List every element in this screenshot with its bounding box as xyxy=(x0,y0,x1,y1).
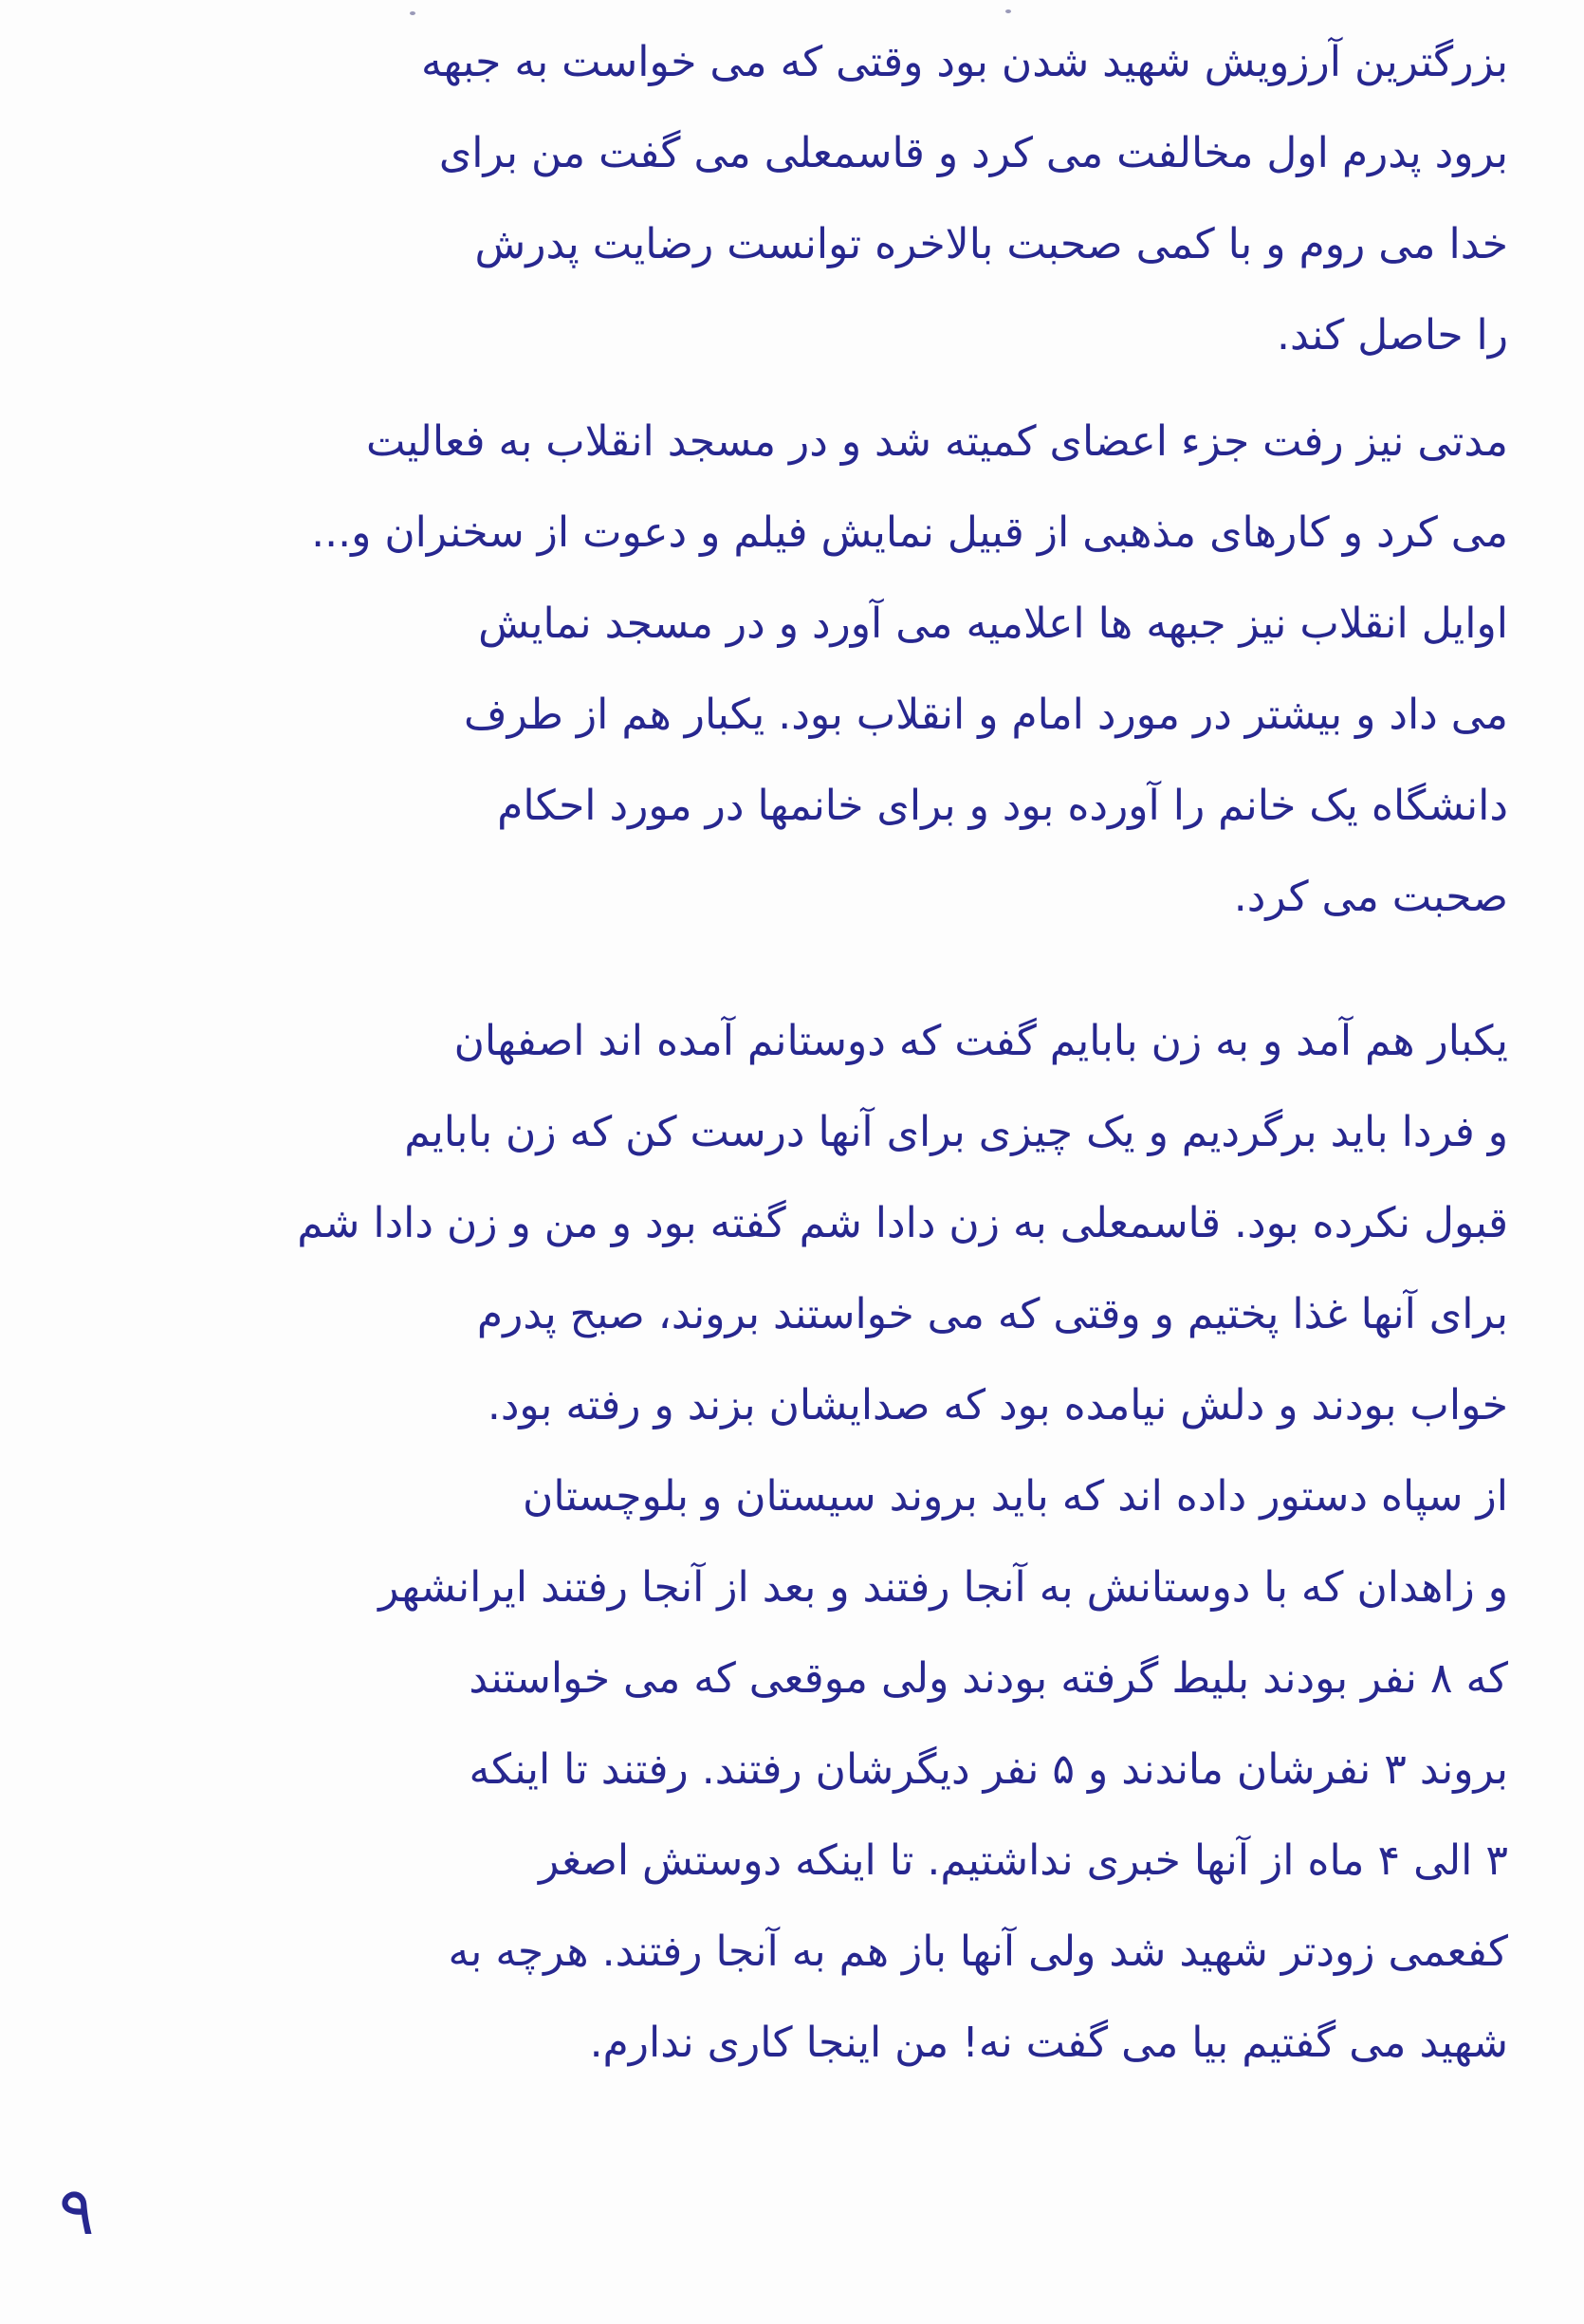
text-line: و زاهدان که با دوستانش به آنجا رفتند و بعد از آنجا رفتند ایرانشهر xyxy=(378,1563,1508,1612)
ink-speck xyxy=(1005,9,1011,13)
text-line: که ۸ نفر بودند بلیط گرفته بودند ولی موقعی که می خواستند xyxy=(469,1654,1508,1703)
paragraph-1 xyxy=(19,17,1508,381)
text-line: و فردا باید برگردیم و یک چیزی برای آنها درست کن که زن بابایم xyxy=(404,1108,1508,1156)
text-line: را حاصل کند. xyxy=(1276,311,1508,360)
ink-speck xyxy=(410,11,415,15)
text-line: از سپاه دستور داده اند که باید بروند سیستان و بلوچستان xyxy=(523,1472,1508,1521)
text-line: برای آنها غذا پختیم و وقتی که می خواستند بروند، صبح پدرم xyxy=(476,1290,1508,1338)
text-line: دانشگاه یک خانم را آورده بود و برای خانمها در مورد احکام xyxy=(497,782,1508,830)
page-number: ۹ xyxy=(59,2172,95,2250)
paragraph-2 xyxy=(19,397,1508,943)
text-line: صحبت می کرد. xyxy=(1233,873,1508,921)
text-line: شهید می گفتیم بیا می گفت نه! من اینجا کاری ندارم. xyxy=(589,2019,1508,2067)
text-line: بروند ۳ نفرشان ماندند و ۵ نفر دیگرشان رفتند. رفتند تا اینکه xyxy=(469,1745,1508,1794)
text-line: خواب بودند و دلش نیامده بود که صدایشان بزند و رفته بود. xyxy=(487,1381,1508,1429)
text-line: می داد و بیشتر در مورد امام و انقلاب بود. یکبار هم از طرف xyxy=(463,691,1508,739)
text-line: برود پدرم اول مخالفت می کرد و قاسمعلی می گفت من برای xyxy=(438,129,1508,177)
text-line: مدتی نیز رفت جزء اعضای کمیته شد و در مسجد انقلاب به فعالیت xyxy=(365,417,1508,466)
text-line: اوایل انقلاب نیز جبهه ها اعلامیه می آورد و در مسجد نمایش xyxy=(478,599,1508,648)
text-line: بزرگترین آرزویش شهید شدن بود وقتی که می خواست به جبهه xyxy=(421,38,1508,86)
text-line: یکبار هم آمد و به زن بابایم گفت که دوستانم آمده اند اصفهان xyxy=(453,1017,1508,1065)
paragraph-3 xyxy=(19,996,1508,2089)
text-line: ۳ الی ۴ ماه از آنها خبری نداشتیم. تا اینکه دوستش اصغر xyxy=(538,1836,1508,1885)
text-line: خدا می روم و با کمی صحبت بالاخره توانست رضایت پدرش xyxy=(474,220,1508,268)
text-line: کفعمی زودتر شهید شد ولی آنها باز هم به آنجا رفتند. هرچه به xyxy=(448,1927,1508,1976)
text-line: قبول نکرده بود. قاسمعلی به زن دادا شم گفته بود و من و زن دادا شم xyxy=(297,1199,1508,1247)
text-line: می کرد و کارهای مذهبی از قبیل نمایش فیلم و دعوت از سخنران و... xyxy=(311,508,1508,557)
